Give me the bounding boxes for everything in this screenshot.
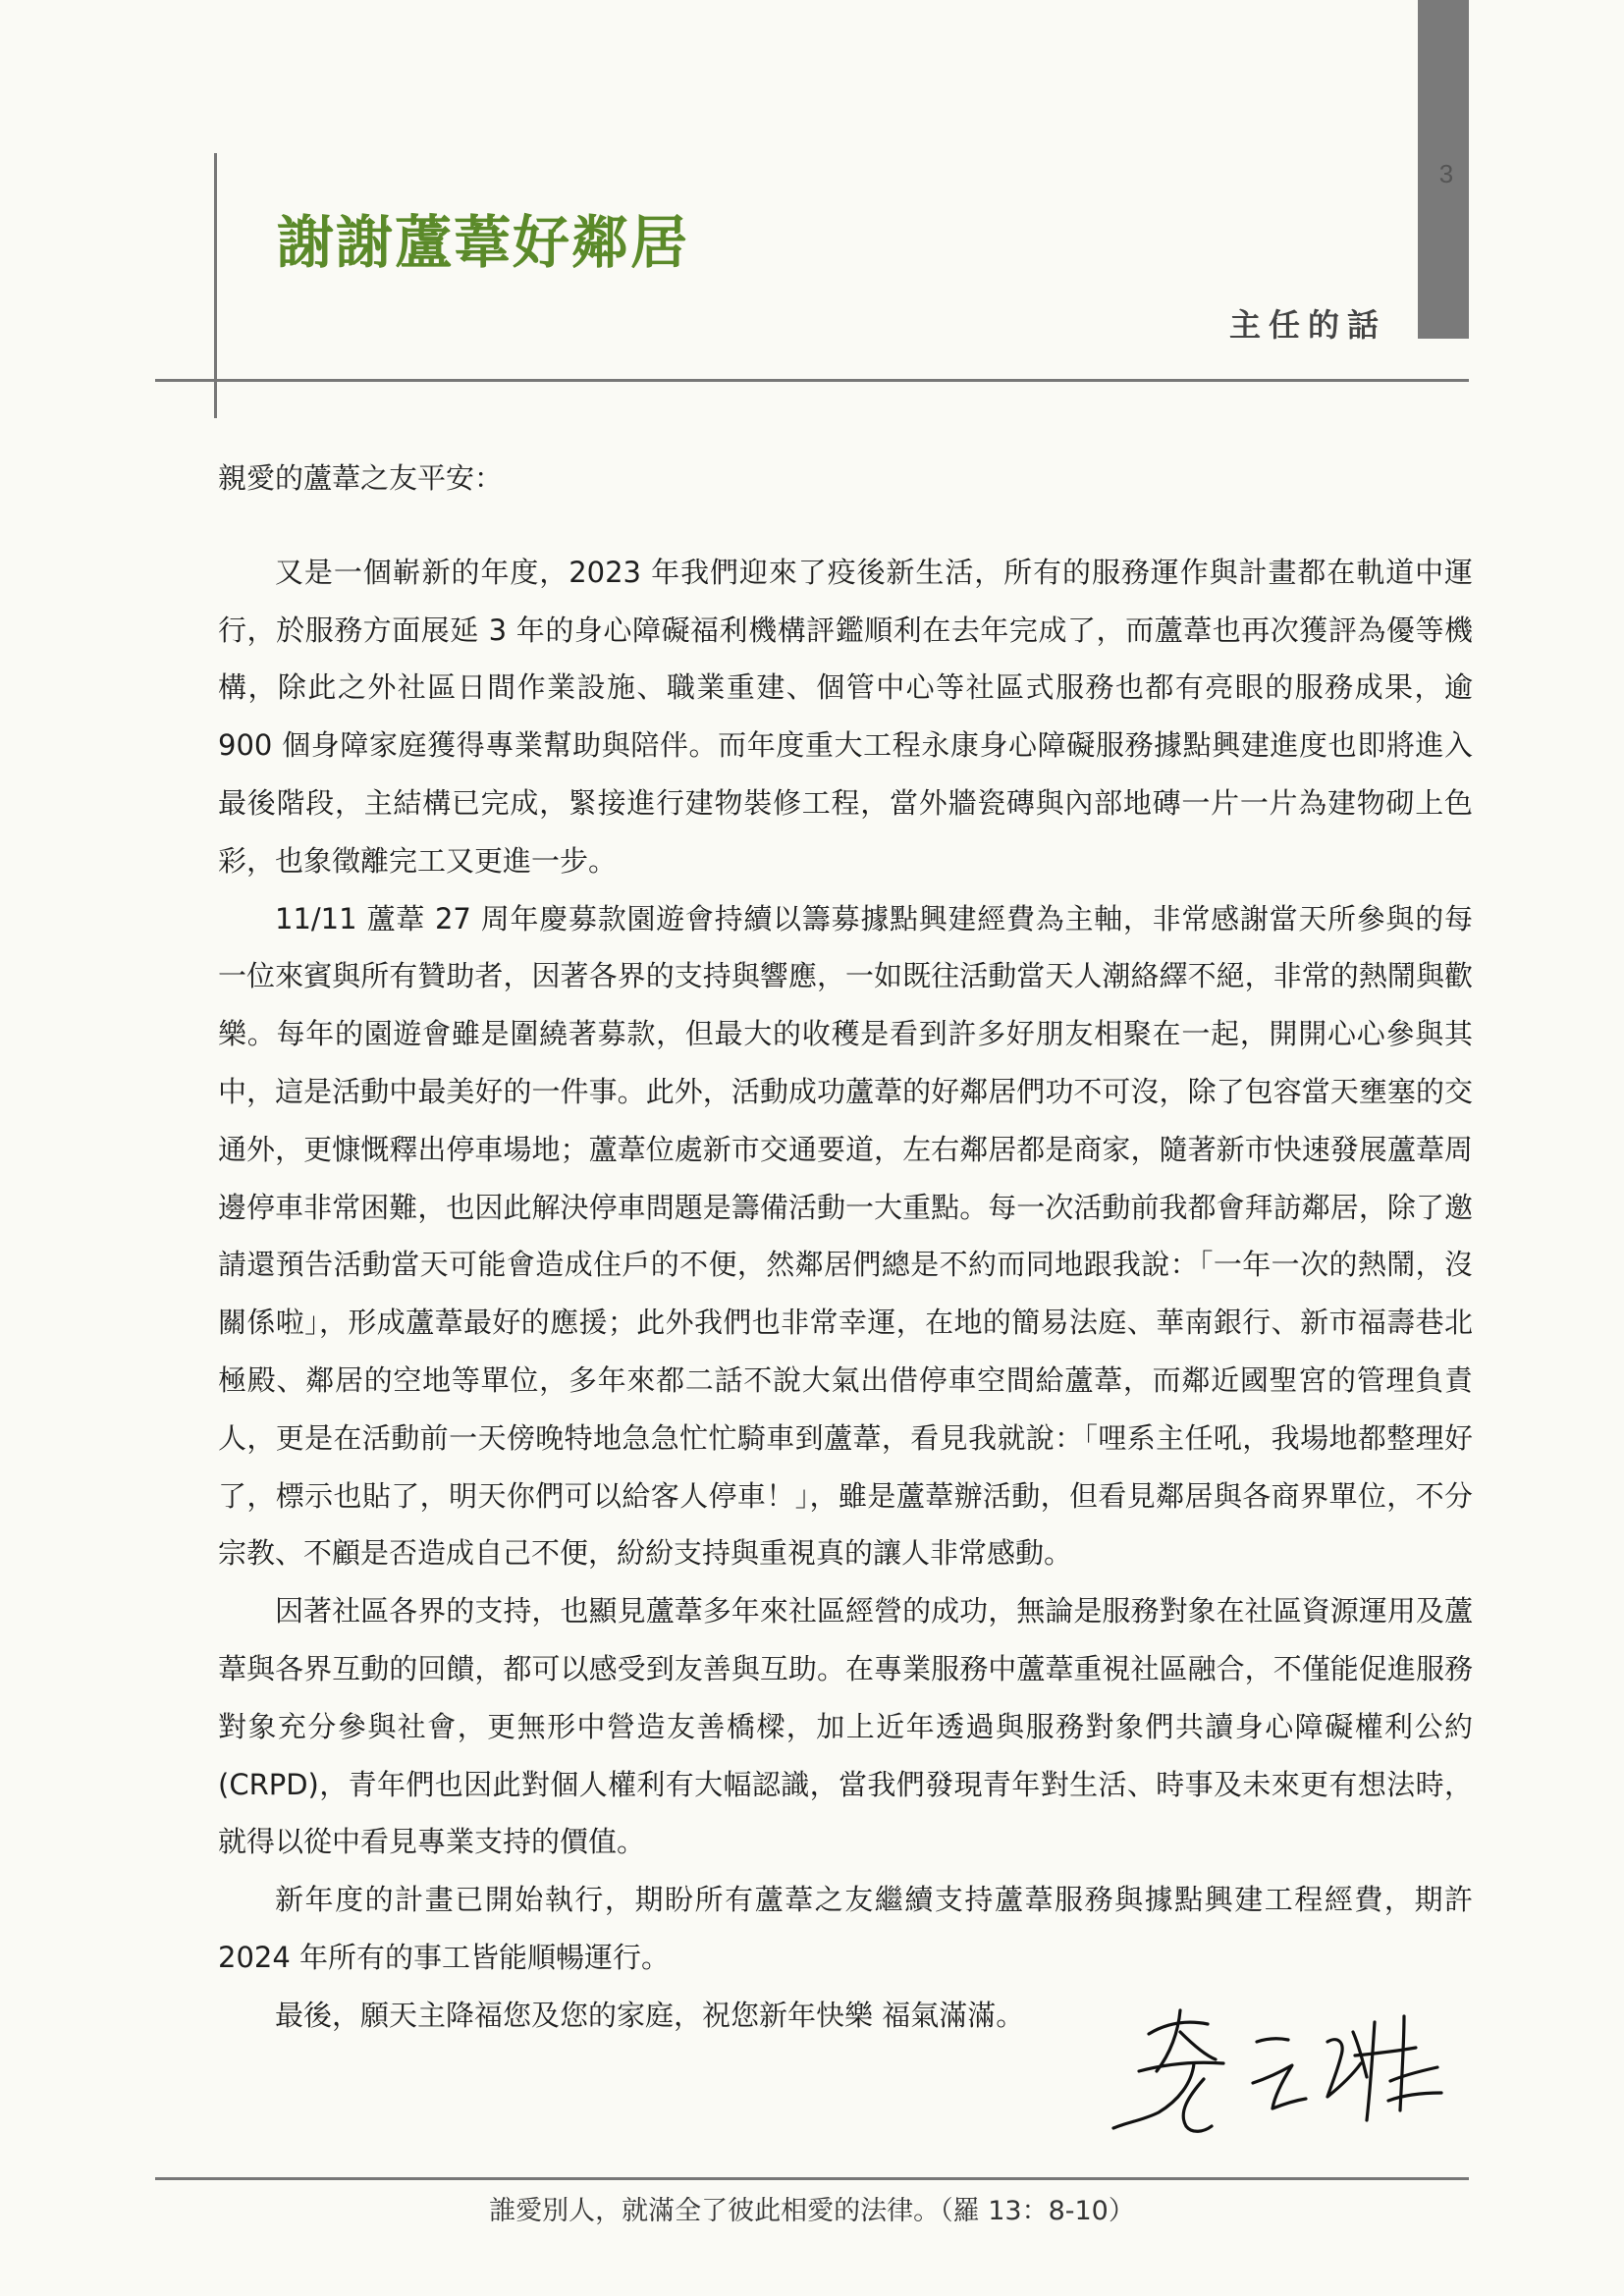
letter-greeting: 親愛的蘆葦之友平安： xyxy=(218,461,504,495)
letter-paragraph: 11/11 蘆葦 27 周年慶募款園遊會持續以籌募據點興建經費為主軸，非常感謝當天所參與的每一位來賓與所有贊助者，因著各界的支持與響應，一如既往活動當天人潮絡繹不絕，非常的熱鬧與歡樂。每年的園遊會雖是圍繞著募款，但最大的收穫是看到許多好朋友相聚在一起，開開心心參與其中，這是活動中最美好的一件事。此外，活動成功蘆葦的好鄰居們功不可沒，除了包容當天壅塞的交通外，更慷慨釋出停車場地；蘆葦位處新市交通要道，左右鄰居都是商家，隨著新市快速發展蘆葦周邊停車非常困難，也因此解決停車問題是籌備活動一大重點。每一次活動前我都會拜訪鄰居，除了邀請還預告活動當天可能會造成住戶的不便，然鄰居們總是不約而同地跟我說：「一年一次的熱鬧，沒關係啦」，形成蘆葦最好的應援；此外我們也非常幸運，在地的簡易法庭、華南銀行、新市福壽巷北極殿、鄰居的空地等單位，多年來都二話不說大氣出借停車空間給蘆葦，而鄰近國聖宮的管理負責人，更是在活動前一天傍晚特地急急忙忙騎車到蘆葦，看見我就說：「哩系主任吼，我場地都整理好了，標示也貼了，明天你們可以給客人停車！」，雖是蘆葦辦活動，但看見鄰居與各商界單位，不分宗教、不顧是否造成自己不便，紛紛支持與重視真的讓人非常感動。 xyxy=(218,901,1473,1571)
section-label: 主任的話 xyxy=(1228,306,1386,344)
header-horizontal-rule xyxy=(155,379,1469,382)
page-title: 謝謝蘆葦好鄰居 xyxy=(277,209,690,276)
letter-body xyxy=(218,450,1473,2045)
handwritten-signature-icon xyxy=(1110,2002,1453,2140)
letter-paragraph: 因著社區各界的支持，也顯見蘆葦多年來社區經營的成功，無論是服務對象在社區資源運用及蘆葦與各界互動的回饋，都可以感受到友善與互助。在專業服務中蘆葦重視社區融合，不僅能促進服務對象充分參與社會，更無形中營造友善橋樑，加上近年透過與服務對象們共讀身心障礙權利公約 (CRPD)，青年們也因此對個人權利有大幅認識，當我們發現青年對生活、時事及未來更有想法時，就得以從中看見專業支持的價值。 xyxy=(218,1594,1473,1859)
footer-rule xyxy=(155,2177,1469,2180)
letter-paragraph: 又是一個嶄新的年度，2023 年我們迎來了疫後新生活，所有的服務運作與計畫都在軌道中運行，於服務方面展延 3 年的身心障礙福利機構評鑑順利在去年完成了，而蘆葦也再次獲評為優等機構，除此之外社區日間作業設施、職業重建、個管中心等社區式服務也都有亮眼的服務成果，逾 900 個身障家庭獲得專業幫助與陪伴。而年度重大工程永康身心障礙服務據點興建進度也即將進入最後階段，主結構已完成，緊接進行建物裝修工程，當外牆瓷磚與內部地磚一片一片為建物砌上色彩，也象徵離完工又更進一步。 xyxy=(218,555,1473,878)
letter-paragraph: 最後，願天主降福您及您的家庭，祝您新年快樂 福氣滿滿。 xyxy=(275,1998,1025,2032)
page-number: 3 xyxy=(1438,159,1454,188)
letter-paragraph: 新年度的計畫已開始執行，期盼所有蘆葦之友繼續支持蘆葦服務與據點興建工程經費，期許 2024 年所有的事工皆能順暢運行。 xyxy=(218,1883,1473,1974)
footer-verse: 誰愛別人，就滿全了彼此相愛的法律。（羅 13：8-10） xyxy=(489,2196,1135,2226)
